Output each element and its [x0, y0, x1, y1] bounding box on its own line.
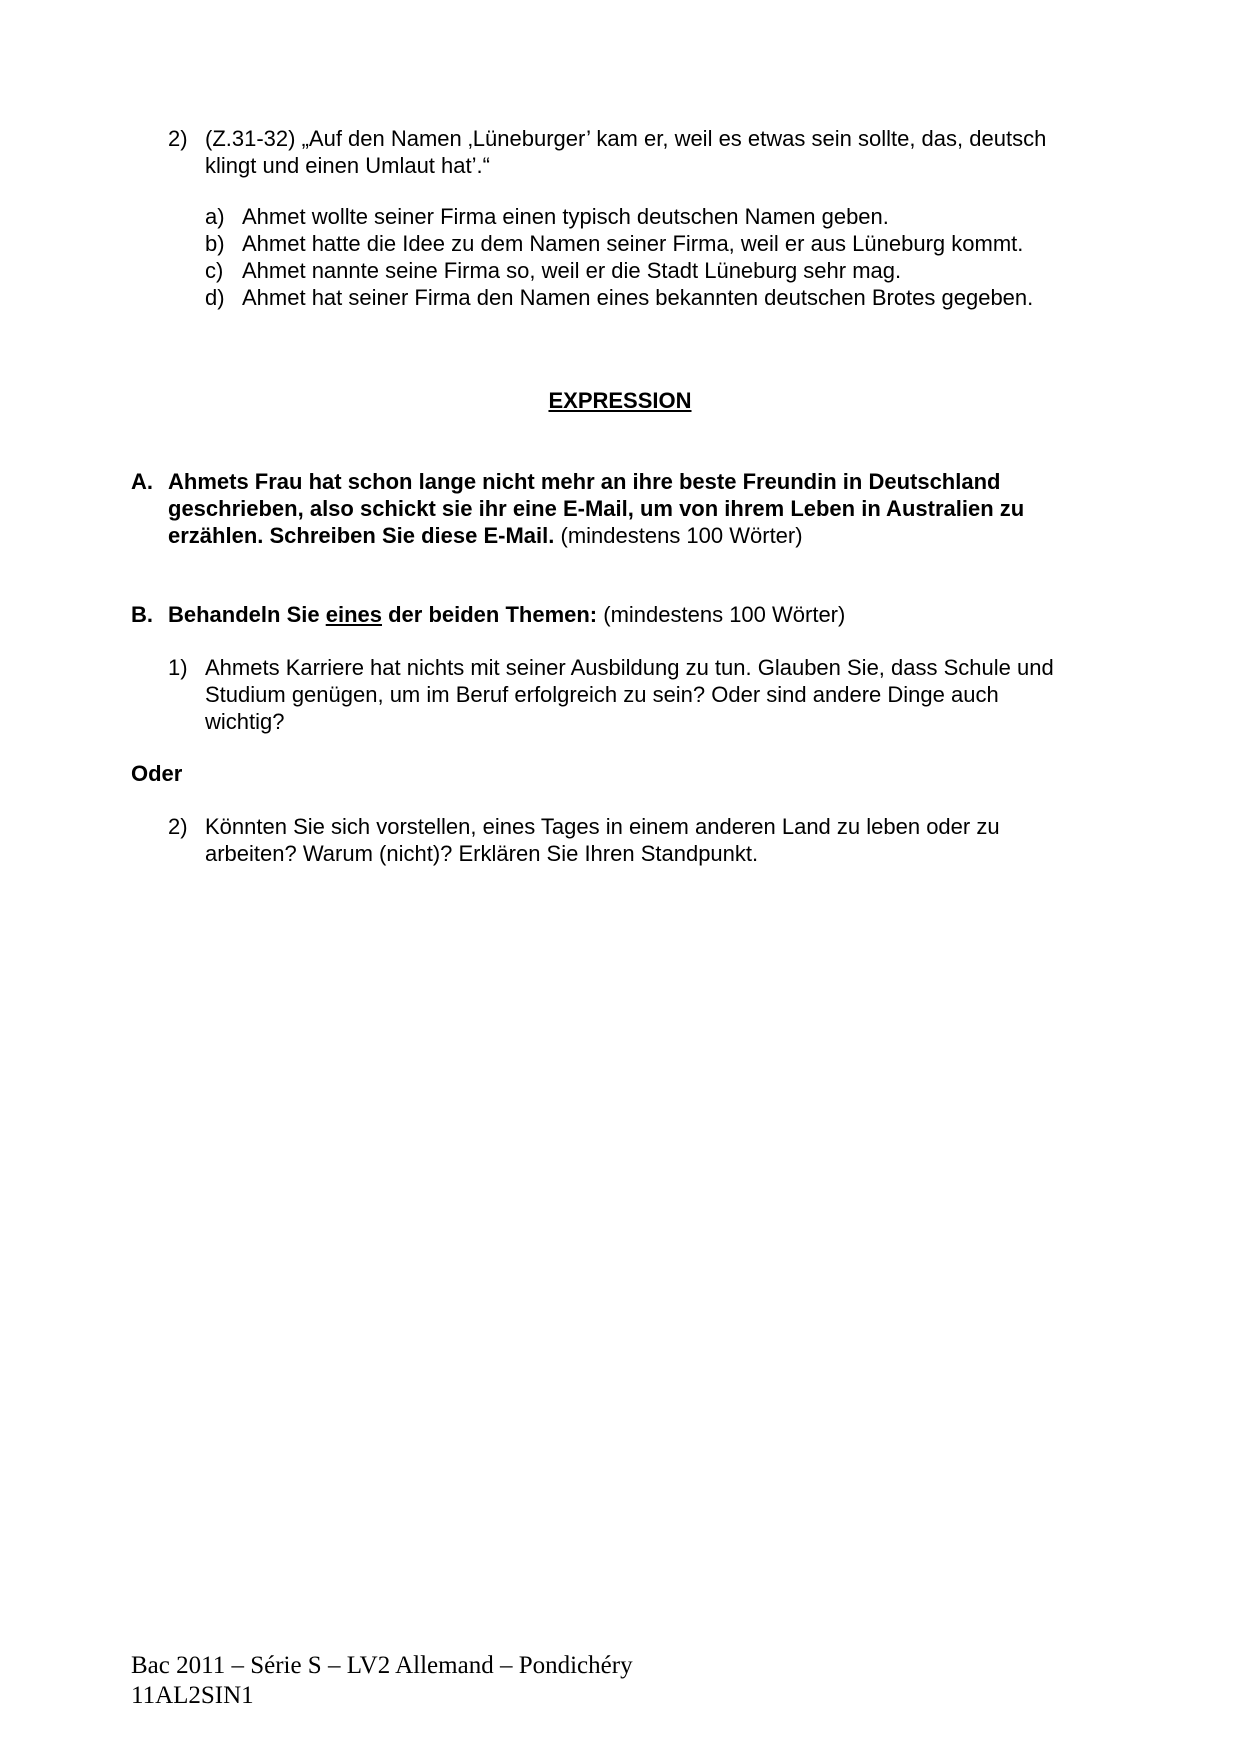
- question-text-line-1: (Z.31-32) „Auf den Namen ‚Lüneburger’ kam er, weil es etwas sein sollte, das, deutsch: [205, 126, 1047, 151]
- topic-2-line-1: Könnten Sie sich vorstellen, eines Tages in einem anderen Land zu leben oder zu: [205, 814, 1000, 839]
- task-b-label: B.: [131, 602, 153, 627]
- footer-line-1: Bac 2011 – Série S – LV2 Allemand – Pondichéry: [131, 1652, 633, 1679]
- option-letter: b): [205, 231, 225, 256]
- topic-number: 2): [168, 814, 188, 839]
- task-b-instruction-part-3: der beiden Themen:: [381, 602, 598, 627]
- task-b-word-count: (mindestens 100 Wörter): [597, 602, 846, 627]
- topic-1-line-2: Studium genügen, um im Beruf erfolgreich zu sein? Oder sind andere Dinge auch: [205, 682, 999, 707]
- topic-number: 1): [168, 655, 188, 680]
- topic-1-line-1: Ahmets Karriere hat nichts mit seiner Ausbildung zu tun. Glauben Sie, dass Schule und: [205, 655, 1054, 680]
- task-a-label: A.: [131, 469, 153, 494]
- topic-2-line-2: arbeiten? Warum (nicht)? Erklären Sie Ihren Standpunkt.: [205, 841, 759, 866]
- task-b-instruction-underlined: eines: [325, 602, 382, 627]
- question-text-line-2: klingt und einen Umlaut hat’.“: [205, 153, 490, 178]
- footer-line-2: 11AL2SIN1: [131, 1682, 254, 1709]
- question-number: 2): [168, 126, 188, 151]
- task-a-line-2: geschrieben, also schickt sie ihr eine E-Mail, um von ihrem Leben in Australien zu: [168, 496, 1025, 521]
- task-b-instruction-part-1: Behandeln Sie: [168, 602, 326, 627]
- option-text: Ahmet nannte seine Firma so, weil er die Stadt Lüneburg sehr mag.: [242, 258, 902, 283]
- option-text: Ahmet hat seiner Firma den Namen eines bekannten deutschen Brotes gegeben.: [242, 285, 1034, 310]
- task-a-line-3-bold: erzählen. Schreiben Sie diese E-Mail.: [168, 523, 555, 548]
- option-letter: d): [205, 285, 225, 310]
- task-a-line-1: Ahmets Frau hat schon lange nicht mehr an ihre beste Freundin in Deutschland: [168, 469, 1001, 494]
- option-letter: c): [205, 258, 224, 283]
- task-a-word-count: (mindestens 100 Wörter): [554, 523, 803, 548]
- oder-label: Oder: [131, 761, 183, 786]
- topic-1-line-3: wichtig?: [205, 709, 285, 734]
- option-text: Ahmet wollte seiner Firma einen typisch deutschen Namen geben.: [242, 204, 889, 229]
- option-text: Ahmet hatte die Idee zu dem Namen seiner Firma, weil er aus Lüneburg kommt.: [242, 231, 1024, 256]
- option-letter: a): [205, 204, 225, 229]
- section-title: EXPRESSION: [548, 388, 692, 413]
- task-b-instruction: [168, 601, 845, 628]
- task-a-line-3: [168, 522, 803, 549]
